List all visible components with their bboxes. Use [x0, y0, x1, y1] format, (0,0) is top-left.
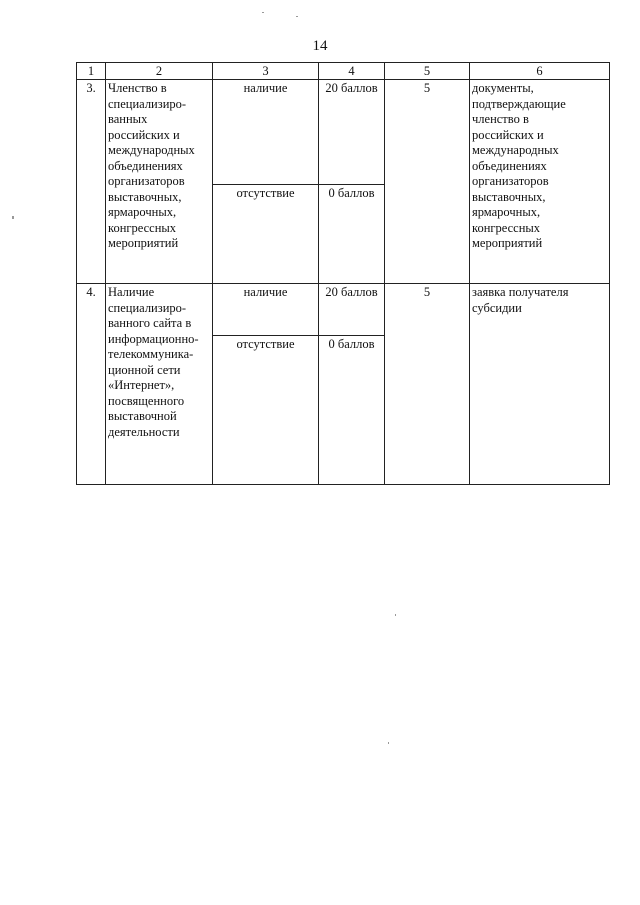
text-line: выставочной	[108, 409, 177, 423]
text-line: деятельности	[108, 424, 180, 439]
column-header: 6	[470, 63, 610, 80]
option-points: 20 баллов	[319, 284, 385, 336]
column-header: 4	[319, 63, 385, 80]
documents-cell	[470, 80, 610, 284]
text-line: международных	[472, 143, 559, 157]
scan-speck	[262, 12, 264, 13]
text-line: телекоммуника-	[108, 347, 194, 361]
text-line: конгрессных	[472, 220, 541, 235]
text-line: российских и	[472, 127, 544, 142]
text-line: субсидии	[472, 300, 522, 315]
documents-cell	[470, 284, 610, 485]
text-line: Наличие	[108, 285, 155, 299]
option-value: отсутствие	[213, 336, 319, 485]
option-value: наличие	[213, 284, 319, 336]
option-value: наличие	[213, 80, 319, 185]
text-line: членство в	[472, 112, 529, 126]
text-line: конгрессных	[108, 220, 177, 235]
text-line: ярмарочных,	[472, 205, 541, 219]
scan-speck	[388, 742, 389, 744]
criterion-cell	[106, 284, 213, 485]
scan-speck	[395, 614, 396, 616]
text-line: выставочных,	[108, 189, 182, 204]
column-header: 2	[106, 63, 213, 80]
page-number: 14	[312, 38, 328, 54]
text-line: объединениях	[108, 158, 183, 173]
option-points: 20 баллов	[319, 80, 385, 185]
column-header: 1	[77, 63, 106, 80]
text-line: подтверждающие	[472, 96, 566, 111]
option-points: 0 баллов	[319, 336, 385, 485]
text-line: международных	[108, 143, 195, 157]
text-line: информационно-	[108, 331, 199, 346]
criterion-cell	[106, 80, 213, 284]
text-line: «Интернет»,	[108, 378, 175, 392]
text-line: ванного сайта в	[108, 316, 192, 330]
text-line: организаторов	[108, 174, 185, 188]
table-row	[77, 284, 610, 336]
column-header: 3	[213, 63, 319, 80]
column-header: 5	[385, 63, 470, 80]
text-line: выставочных,	[472, 189, 546, 204]
text-line: посвященного	[108, 393, 185, 408]
max-score: 5	[385, 284, 470, 485]
scan-speck	[296, 16, 298, 17]
row-number: 3.	[77, 80, 106, 284]
text-line: ванных	[108, 112, 148, 126]
scan-speck	[12, 216, 14, 219]
max-score: 5	[385, 80, 470, 284]
text-line: мероприятий	[472, 236, 543, 250]
row-number: 4.	[77, 284, 106, 485]
text-line: ционной сети	[108, 362, 181, 377]
text-line: российских и	[108, 127, 180, 142]
criteria-table	[76, 62, 610, 485]
text-line: мероприятий	[108, 236, 179, 250]
text-line: Членство в	[108, 81, 167, 95]
text-line: организаторов	[472, 174, 549, 188]
table-row	[77, 80, 610, 185]
text-line: специализиро-	[108, 96, 187, 111]
text-line: специализиро-	[108, 300, 187, 315]
table-header-row	[77, 63, 610, 80]
text-line: ярмарочных,	[108, 205, 177, 219]
option-value: отсутствие	[213, 185, 319, 284]
text-line: заявка получателя	[472, 285, 569, 299]
text-line: документы,	[472, 81, 534, 95]
text-line: объединениях	[472, 158, 547, 173]
option-points: 0 баллов	[319, 185, 385, 284]
